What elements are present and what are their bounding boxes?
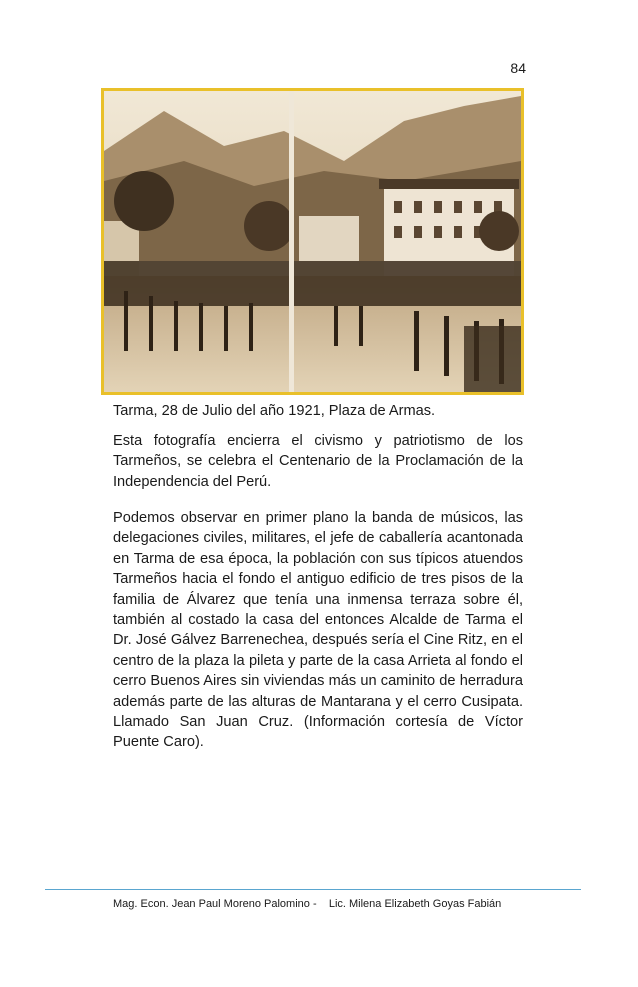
paragraph-description: Podemos observar en primer plano la banda de músicos, las delegaciones civiles, militares, el jefe de caballería acantonada en Tarma de esa época, la población con sus típicos atuendos Tarmeños hacia el fondo el antiguo edificio de tres pisos de la familia de Álvarez que tenía una inmensa terraza sobre él, también al costado la casa del entonces Alcalde de Tarma el Dr. José Gálvez Barrenechea, después sería el Cine Ritz, en el centro de la plaza la pileta y parte de la casa Arrieta al fondo el cerro Buenos Aires sin viviendas más un caminito de herradura además parte de las alturas de Mantarana y el cerro Cusipata. Llamado San Juan Cruz. (Información cortesía de Víctor Puente Caro).: [113, 510, 523, 751]
page-number: 84: [510, 60, 526, 76]
paragraph-intro: Esta fotografía encierra el civismo y patriotismo de los Tarmeños, se celebra el Centenario de la Proclamación de la Independencia del Perú.: [113, 433, 523, 490]
footer-divider: [45, 889, 581, 890]
photo-caption: Tarma, 28 de Julio del año 1921, Plaza de Armas.: [113, 403, 436, 419]
footer-authors: Mag. Econ. Jean Paul Moreno Palomino - Lic. Milena Elizabeth Goyas Fabián: [113, 898, 502, 910]
historic-photo: [101, 88, 524, 395]
plaza-photo-illustration: [104, 91, 521, 392]
